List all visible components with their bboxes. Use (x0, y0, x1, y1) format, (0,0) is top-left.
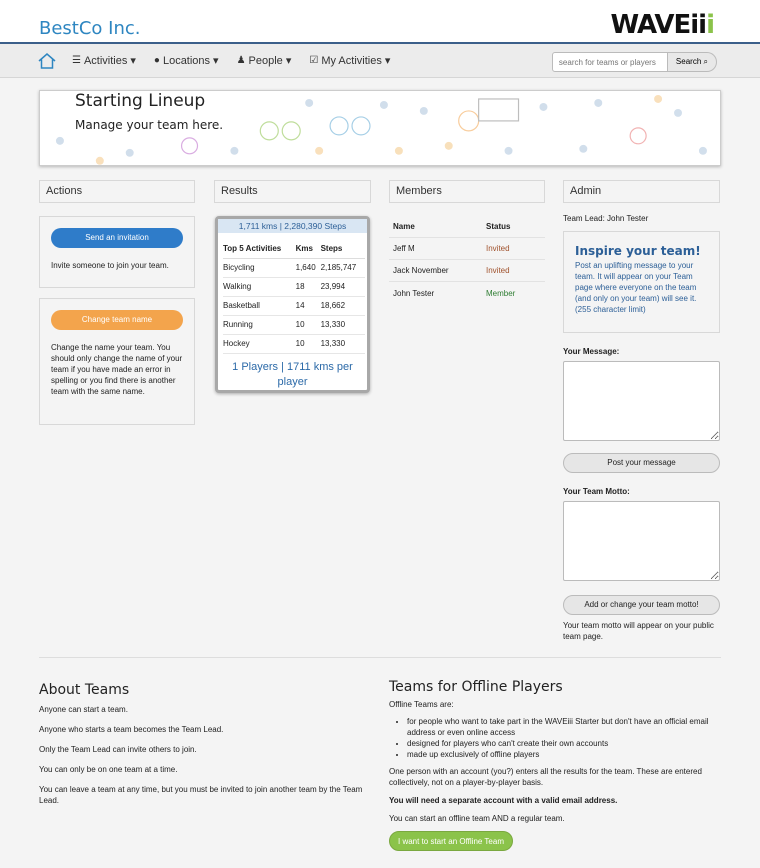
table-row: Basketball 14 18,662 (223, 296, 365, 315)
offline-title: Teams for Offline Players (389, 679, 563, 695)
table-row: Walking 18 23,994 (223, 277, 365, 296)
col-kms: Kms (296, 239, 321, 258)
table-row: Running 10 13,330 (223, 315, 365, 334)
nav-people[interactable]: ♟ People ▾ (236, 54, 292, 67)
status-badge: Invited (486, 266, 510, 275)
search-form (552, 52, 717, 72)
about-title: About Teams (39, 682, 130, 698)
inspire-box (563, 231, 720, 333)
list-item: • made up exclusively of offline players (407, 749, 720, 760)
results-panel (215, 216, 370, 393)
members-heading: Members (389, 180, 545, 203)
page-subtitle: Manage your team here. (75, 118, 224, 132)
activities-table (223, 239, 365, 354)
brand-name[interactable]: BestCo Inc. (39, 18, 141, 39)
search-input[interactable] (552, 52, 668, 72)
nav-activities[interactable]: ☰ Activities ▾ (72, 54, 136, 67)
col-activity: Top 5 Activities (223, 239, 296, 258)
member-row: John Tester Member (393, 288, 516, 298)
search-button[interactable]: Search ⌕ (668, 52, 717, 72)
start-offline-team-button[interactable]: I want to start an Offline Team (389, 831, 513, 851)
status-badge: Invited (486, 244, 510, 253)
page-banner (39, 90, 721, 166)
rename-text: Change the name your team. You should only change the name of your team if you have made an error in spelling or you find there is another team with the same name. (51, 343, 183, 396)
results-summary: 1,711 kms | 2,280,390 Steps (218, 219, 367, 233)
table-row: Hockey 10 13,330 (223, 334, 365, 353)
motto-label: Your Team Motto: (563, 487, 630, 496)
admin-heading: Admin (563, 180, 720, 203)
motto-textarea[interactable] (563, 501, 720, 581)
col-steps: Steps (321, 239, 365, 258)
post-message-button[interactable]: Post your message (563, 453, 720, 473)
list-item: • designed for players who can't create their own accounts (407, 738, 720, 749)
table-row: Bicycling 1,640 2,185,747 (223, 258, 365, 277)
players-summary: 1 Players | 1711 kms per player (232, 360, 353, 388)
offline-teams-section: Teams for Offline Players Offline Teams are: • for people who want to take part in the WAVEiii Starter but don't have an official email address or even online access • designed for players who can't create their own accounts • made up exclusively of offline players One person with an account (you?) enters all the results for the team. These are entered collectively, not on a player-by-player basis. You will need a separate account with a valid email address. You can start an offline team AND a regular team. I want to start an Offline Team (389, 682, 720, 851)
actions-heading: Actions (39, 180, 195, 203)
rename-panel (39, 298, 195, 425)
team-lead: Team Lead: John Tester (563, 214, 649, 223)
about-teams-section: About Teams Anyone can start a team. Anyone who starts a team becomes the Team Lead. Only the Team Lead can invite others to join. You can only be on one team at a time. You can leave a team at any time, but you must be invited to join another team by the Team Lead. (39, 682, 369, 815)
message-label: Your Message: (563, 347, 620, 356)
send-invitation-button[interactable]: Send an invitation (51, 228, 183, 248)
section-divider (39, 657, 721, 658)
list-icon: ☰ (72, 55, 81, 66)
change-team-name-button[interactable]: Change team name (51, 310, 183, 330)
invite-text: Invite someone to join your team. (51, 261, 169, 270)
nav-locations[interactable]: ● Locations ▾ (153, 54, 219, 67)
member-row: Jack November Invited (389, 260, 545, 282)
motto-button[interactable]: Add or change your team motto! (563, 595, 720, 615)
admin-panel (563, 214, 720, 642)
page-title: Starting Lineup (75, 91, 206, 111)
motto-note: Your team motto will appear on your public team page. (563, 621, 714, 641)
map-marker-icon: ● (153, 55, 160, 66)
invite-panel (39, 216, 195, 288)
nav-my-activities[interactable]: ☑ My Activities ▾ (309, 54, 391, 67)
offline-list (407, 716, 720, 760)
user-icon: ♟ (236, 55, 246, 66)
inspire-text: Post an uplifting message to your team. It will appear on your Team page where everyone on the team (and only on your team) will see it. (255 character limit) (575, 261, 697, 314)
home-icon[interactable] (38, 53, 56, 69)
main-nav (0, 44, 760, 78)
search-icon: ⌕ (703, 57, 708, 66)
status-badge: Member (486, 288, 516, 298)
top-bar (0, 0, 760, 44)
member-row: Jeff M Invited (389, 238, 545, 260)
inspire-title: Inspire your team! (575, 244, 701, 258)
members-table: Name Status Jeff M Invited Jack November Invited John Tester Member (389, 216, 545, 304)
list-item: • for people who want to take part in the WAVEiii Starter but don't have an official email address or even online access (407, 716, 720, 738)
message-textarea[interactable] (563, 361, 720, 441)
results-heading: Results (214, 180, 371, 203)
wave-logo[interactable]: WAVEiii (610, 10, 714, 40)
edit-check-icon: ☑ (309, 55, 319, 66)
